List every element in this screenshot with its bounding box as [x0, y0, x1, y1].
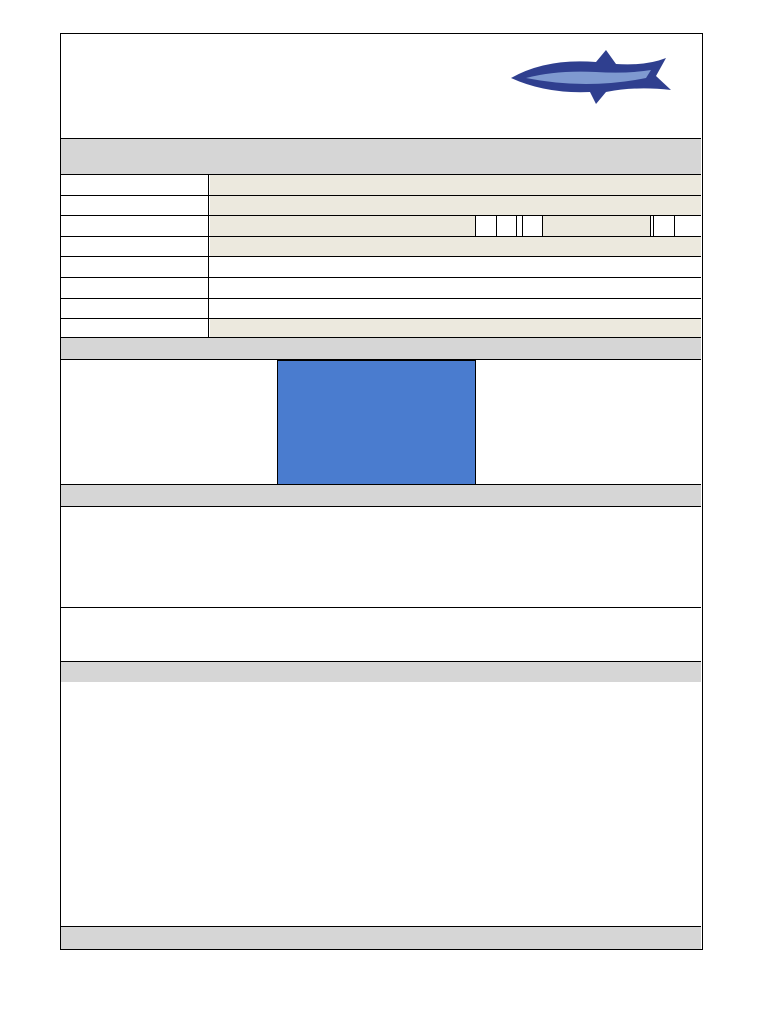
mobile-input[interactable]	[210, 299, 701, 318]
forenames-row	[61, 195, 701, 215]
surname-row	[61, 174, 701, 195]
email-row	[61, 318, 701, 337]
dob-month2-box[interactable]	[523, 216, 543, 236]
address-row	[61, 236, 701, 256]
forenames-label	[61, 196, 209, 215]
swimmer-section-title	[61, 138, 701, 174]
forenames-input[interactable]	[210, 196, 701, 215]
address-label	[61, 237, 209, 256]
email-label	[61, 319, 209, 337]
email-input[interactable]	[210, 319, 701, 337]
membership-note	[277, 360, 476, 485]
tel-label	[61, 278, 209, 298]
dob-day2-box[interactable]	[497, 216, 517, 236]
monthly-table	[61, 506, 701, 607]
mobile-label	[61, 299, 209, 318]
tel-input[interactable]	[210, 278, 701, 298]
address-line2-label	[61, 257, 209, 277]
address-input[interactable]	[210, 237, 701, 256]
mobile-row	[61, 298, 701, 318]
monthly-section-title	[61, 484, 701, 506]
preferred-name-row	[61, 215, 701, 236]
gender-m-box[interactable]	[653, 216, 675, 236]
surname-label	[61, 175, 209, 195]
preferred-name-input[interactable]	[210, 216, 476, 236]
medical-section-title	[61, 926, 701, 949]
address-line2-row	[61, 256, 701, 277]
tel-row	[61, 277, 701, 298]
gender-f-box[interactable]	[675, 216, 701, 236]
club-logo	[506, 48, 676, 120]
membership-form	[60, 33, 703, 950]
postcode-label	[210, 257, 701, 277]
form-header	[61, 34, 701, 138]
shark-logo-icon	[506, 48, 676, 108]
fees-section-title	[61, 337, 701, 359]
emergency-section-title	[61, 661, 701, 682]
preferred-name-label	[61, 216, 209, 236]
fees-block	[61, 359, 701, 484]
surname-input[interactable]	[210, 175, 701, 195]
dob-year-box[interactable]	[543, 216, 651, 236]
monthly-notice	[61, 607, 701, 661]
dob-day-box[interactable]	[477, 216, 497, 236]
